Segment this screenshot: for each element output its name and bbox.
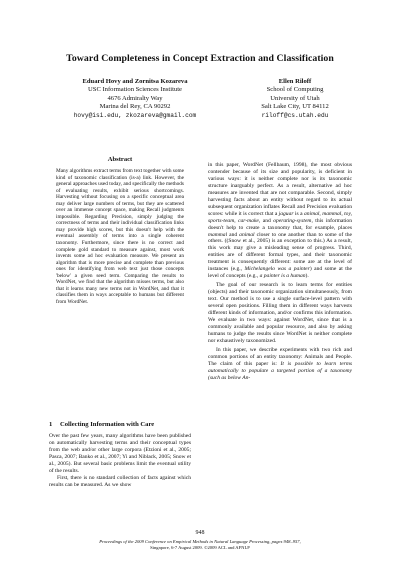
text-run: In this paper, we describe experiments with two rich and common portions of an entity taxonomy: Animals and People. The claim of this paper is: — [208, 346, 352, 367]
author-names: Ellen Riloff — [278, 78, 312, 85]
footer-line: Singapore, 6-7 August 2009. ©2009 ACL and AFNLP — [150, 544, 250, 550]
italic-run: operating-system — [273, 217, 312, 224]
abstract-heading: Abstract — [107, 156, 133, 163]
footer-line: Proceedings of the 2009 Conference on Empirical Methods in Natural Language Processing, pages 948–957, — [99, 539, 301, 544]
italic-run: mammal — [208, 231, 228, 238]
author-block-right — [220, 78, 370, 120]
author-names: Eduard Hovy and Zornitsa Kozareva — [82, 78, 188, 85]
section-title: Collecting Information with Care — [60, 421, 155, 428]
author-email: hovy@isi.edu, zkozareva@gmail.com — [73, 111, 197, 119]
intro-text — [49, 433, 191, 489]
text-run: and — [227, 231, 240, 238]
intro-paragraph-2: First, there is no standard collection of facts against which results can be measured. As we show — [49, 474, 191, 488]
text-run: closer to one another than to some of the others. ((Snow et al., 2005) is an exception to this.) As a result, this work may give a misleading sense of progress. Third, entities are of different formal types, and their taxonomic treatment is consequently different: some are at the level of instances (e.g., — [208, 231, 352, 273]
section-number: 1 — [49, 421, 53, 428]
text-run: , this information doesn't help to create a taxonomy that, for example, places — [208, 217, 352, 231]
author-street: University of Utah — [270, 94, 320, 102]
italic-run: a painter is a human — [259, 273, 306, 280]
page-number: 948 — [195, 530, 205, 536]
section-heading — [49, 421, 191, 428]
text-run: and — [260, 217, 274, 224]
text-run: is a — [293, 210, 304, 217]
italic-run: Michelangelo was a painter — [244, 266, 310, 273]
author-street: 4676 Admiralty Way — [107, 94, 163, 102]
italic-run: It is possible to learn terms automatically to populate a targeted portion of a taxonomy (such as below An- — [208, 360, 352, 381]
body-paragraph-1 — [208, 162, 352, 280]
abstract-paragraph: Many algorithms extract terms from text together with some kind of taxonomic classification (is-a) link. However, the general approaches used today, and specifically the methods of evaluating results, exhibit serious shortcomings. Harvesting without focusing on a specific conceptual area may deliver large numbers of terms, but they are scattered over an immense concept space, making Recall judgments impossible. Regarding Precision, simply judging the correctness of terms and their individual classification links may provide high scores, but this doesn't help with the eventual assembly of terms into a single coherent taxonomy. Furthermore, since there is no correct and complete gold standard to measure against, most work invents some ad hoc evaluation measure. We present an algorithm that is more precise and complete than previous ones for identifying from web text just those concepts 'below' a given seed term. Comparing the results to WordNet, we find that the algorithm misses terms, but also that it learns many new terms not in WordNet, and that it classifies them in ways acceptable to humans but different from WordNet. — [56, 168, 184, 305]
author-block-left — [60, 78, 210, 120]
paper-title: Toward Completeness in Concept Extraction and Classification — [66, 53, 334, 64]
text-run: ) and some at the level of concepts (e.g., — [208, 266, 352, 280]
author-city: Marina del Rey, CA 90292 — [99, 103, 171, 111]
author-city: Salt Lake City, UT 84112 — [261, 103, 329, 111]
author-affiliation: USC Information Sciences Institute — [88, 86, 182, 94]
intro-paragraph-1: Over the past few years, many algorithms have been published on automatically harvesting terms and their conceptual types from the web and/or other large corpora (Etzioni et al., 2005; Pasca, 2007; Banko et al., 2007; Yi and Niblack, 2005; Snow et al., 2005). But several basic problems limit the eventual utility of the results. — [49, 433, 191, 474]
italic-run: animal — [239, 231, 255, 238]
author-affiliation: School of Computing — [266, 86, 324, 94]
abstract-text — [56, 168, 184, 305]
italic-run: animal, mammal, toy, sports-team, car-make, — [208, 210, 352, 224]
italic-run: jaguar — [278, 210, 294, 217]
author-email: riloff@cs.utah.edu — [261, 111, 329, 119]
text-run: in this paper, WordNet (Fellbaum, 1998), the most obvious contender because of its size and popularity, is deficient in various ways: it is neither complete nor is its taxonomic structure inarguably perfect. As a result, alternative ad hoc measures are invented that are not comparable. Second, simply harvesting facts about an entity without regard to its actual subsequent organization inflates Recall and Precision evaluation scores: while it is correct that a — [208, 162, 352, 217]
body-paragraph-3 — [208, 347, 352, 382]
proceedings-footer — [60, 539, 340, 550]
body-paragraph-2: The goal of our research is to learn terms for entities (objects) and their taxonomic organization simultaneously, from text. Our method is to use a single surface-level pattern with several open positions. Filling them in different ways harvests different kinds of information, and/or confirms this information. We evaluate in two ways: against WordNet, since that is a commonly available and popular resource, and also by asking humans to judge the results since WordNet is neither complete nor exhaustively taxonomized. — [208, 282, 352, 344]
right-column-text — [208, 162, 352, 382]
text-run: ). — [305, 273, 309, 280]
